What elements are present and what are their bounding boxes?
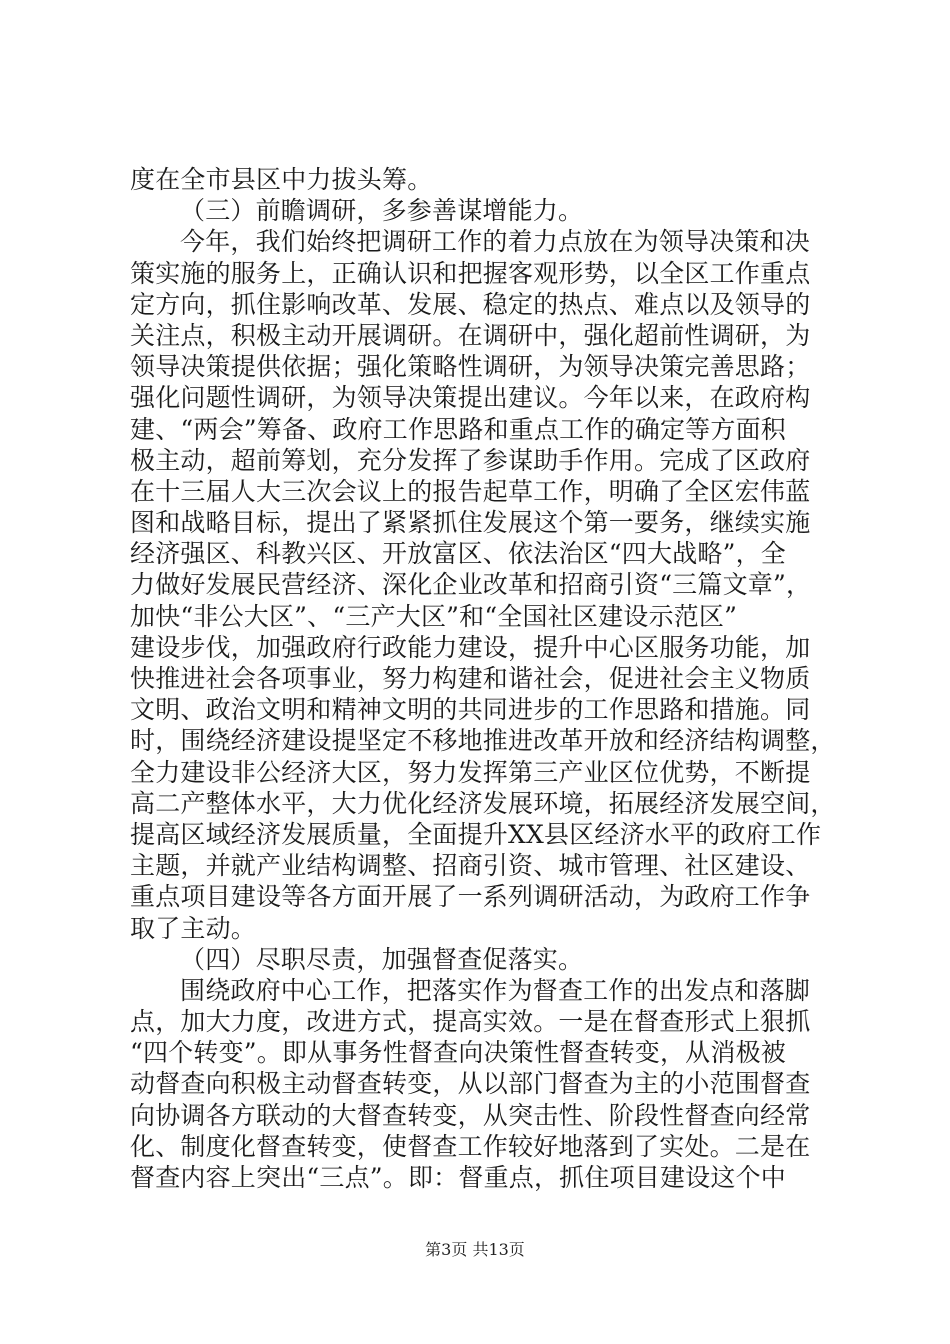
section-heading: （四）尽职尽责，加强督查促落实。 [180, 944, 584, 974]
text-line: 定方向，抓住影响改革、发展、稳定的热点、难点以及领导的 [130, 289, 811, 319]
text-line: 强化问题性调研，为领导决策提出建议。今年以来，在政府构 [130, 383, 811, 413]
text-line: 化、制度化督查转变，使督查工作较好地落到了实处。二是在 [130, 1131, 811, 1161]
text-line: 极主动，超前筹划，充分发挥了参谋助手作用。完成了区政府 [130, 445, 811, 475]
text-line: 策实施的服务上，正确认识和把握客观形势，以全区工作重点 [130, 258, 811, 288]
text-line: 主题，并就产业结构调整、招商引资、城市管理、社区建设、 [130, 851, 811, 881]
text-line: 文明、政治文明和精神文明的共同进步的工作思路和措施。同 [130, 695, 811, 725]
text-line: 提高区域经济发展质量，全面提升XX县区经济水平的政府工作 [130, 819, 822, 849]
text-line: 加快“非公大区”、“三产大区”和“全国社区建设示范区” [130, 601, 738, 631]
text-line: 全力建设非公经济大区，努力发挥第三产业区位优势，不断提 [130, 757, 811, 787]
text-line: 关注点，积极主动开展调研。在调研中，强化超前性调研，为 [130, 320, 811, 350]
document-body [130, 164, 840, 1193]
text-line: “四个转变”。即从事务性督查向决策性督查转变，从消极被 [130, 1038, 786, 1068]
text-line: 快推进社会各项事业，努力构建和谐社会，促进社会主义物质 [130, 664, 811, 693]
text-line: 高二产整体水平，大力优化经济发展环境，拓展经济发展空间， [130, 788, 836, 818]
text-line: 经济强区、科教兴区、开放富区、依法治区“四大战略”，全 [130, 539, 786, 569]
text-line: 度在全市县区中力拔头筹。 [130, 165, 433, 194]
text-line: 时，围绕经济建设提坚定不移地推进改革开放和经济结构调整， [130, 726, 836, 756]
text-line: 领导决策提供依据；强化策略性调研，为领导决策完善思路； [130, 352, 811, 382]
page-number: 第3页 共13页 [425, 1240, 525, 1259]
text-line: 向协调各方联动的大督查转变，从突击性、阶段性督查向经常 [130, 1100, 811, 1130]
text-line: 取了主动。 [130, 913, 257, 943]
text-line: 图和战略目标，提出了紧紧抓住发展这个第一要务，继续实施 [130, 508, 811, 538]
text-line: 动督查向积极主动督查转变，从以部门督查为主的小范围督查 [130, 1069, 811, 1099]
text-line: 围绕政府中心工作，把落实作为督查工作的出发点和落脚 [180, 975, 811, 1005]
text-line: 力做好发展民营经济、深化企业改革和招商引资“三篇文章”， [130, 570, 812, 600]
text-line: 重点项目建设等各方面开展了一系列调研活动，为政府工作争 [130, 882, 811, 912]
text-line: 今年，我们始终把调研工作的着力点放在为领导决策和决 [180, 227, 811, 257]
text-line: 在十三届人大三次会议上的报告起草工作，明确了全区宏伟蓝 [130, 476, 811, 506]
text-line: 建、“两会”筹备、政府工作思路和重点工作的确定等方面积 [130, 414, 786, 444]
section-heading: （三）前瞻调研，多参善谋增能力。 [180, 196, 584, 226]
text-line: 建设步伐，加强政府行政能力建设，提升中心区服务功能，加 [130, 632, 811, 662]
text-line: 督查内容上突出“三点”。即：督重点，抓住项目建设这个中 [130, 1163, 786, 1192]
text-line: 点，加大力度，改进方式，提高实效。一是在督查形式上狠抓 [130, 1007, 811, 1037]
